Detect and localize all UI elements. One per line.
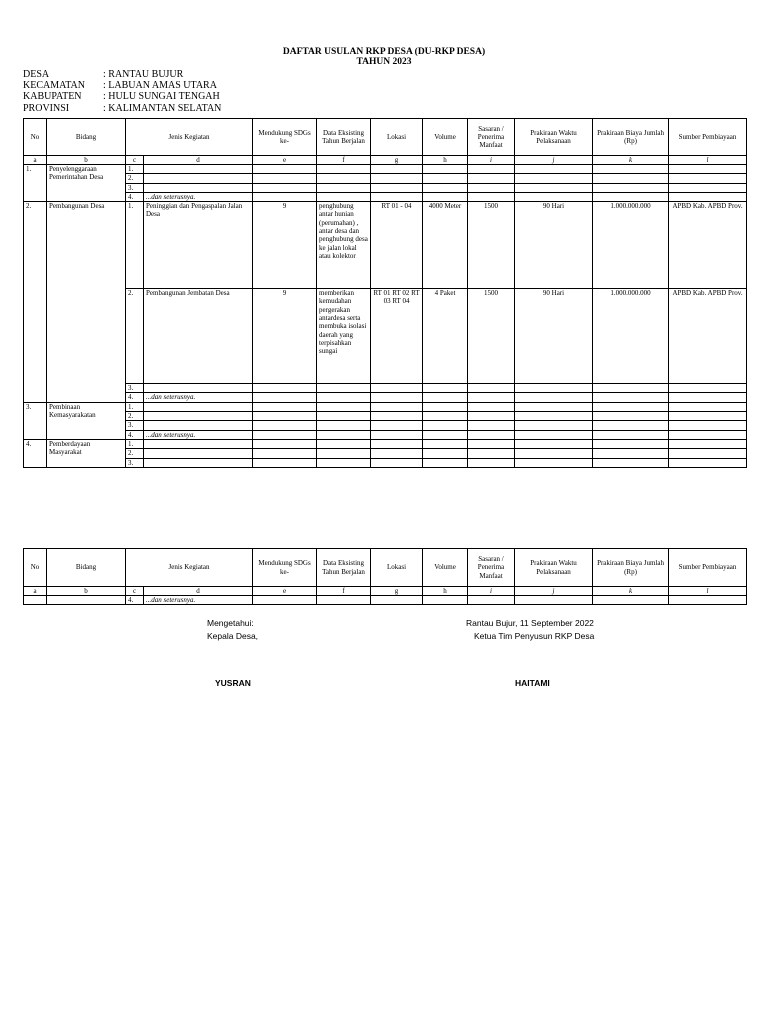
table-row <box>24 384 747 393</box>
letter-cell: l <box>669 156 747 165</box>
sub-number: 1. <box>126 439 144 448</box>
activity-sdgs: 9 <box>253 202 317 289</box>
sub-number: 4. <box>126 192 144 201</box>
main-table <box>23 118 747 468</box>
letter-cell: i <box>468 156 515 165</box>
activity-waktu: 90 Hari <box>515 289 593 384</box>
table-row <box>24 192 747 201</box>
sig-right-label1: Rantau Bujur, 11 September 2022 <box>466 618 594 628</box>
activity-data: memberikan kemudahan pergerakan antardesa serta membuka isolasi daerah yang terpisahkan sungai <box>317 289 371 384</box>
document-year: TAHUN 2023 <box>356 57 412 67</box>
activity-lokasi: RT 01 - 04 <box>371 202 423 289</box>
letter-cell: f <box>317 156 371 165</box>
table-row <box>24 202 747 289</box>
sub-number: 3. <box>126 384 144 393</box>
activity-jenis: Peninggian dan Pengaspalan Jalan Desa <box>144 202 253 289</box>
letters-row <box>24 587 747 596</box>
activity-sasaran: 1500 <box>468 289 515 384</box>
letter-cell: b <box>47 156 126 165</box>
continuation-table <box>23 548 747 605</box>
activity-volume: 4 Paket <box>423 289 468 384</box>
group-no: 3. <box>24 402 47 439</box>
letter-cell: e <box>253 587 317 596</box>
letter-cell: g <box>371 156 423 165</box>
info-value: : KALIMANTAN SELATAN <box>103 102 222 114</box>
header-biaya: Prakiraan Biaya Jumlah (Rp) <box>593 119 669 156</box>
activity-volume: 4000 Meter <box>423 202 468 289</box>
table-row <box>24 412 747 421</box>
continue-text: ...dan seterusnya. <box>146 430 196 439</box>
letter-cell: a <box>24 156 47 165</box>
header-biaya: Prakiraan Biaya Jumlah (Rp) <box>593 549 669 587</box>
info-desa <box>23 69 221 80</box>
letter-cell: h <box>423 156 468 165</box>
info-key: DESA <box>23 69 50 80</box>
header-data: Data Eksisting Tahun Berjalan <box>317 119 371 156</box>
info-key: KABUPATEN <box>23 91 82 103</box>
table-row <box>24 596 747 605</box>
sub-number: 4. <box>126 393 144 402</box>
group-bidang: Pembinaan Kemasyarakatan <box>47 402 126 439</box>
sub-number: 2. <box>126 449 144 458</box>
sub-number: 3. <box>126 421 144 430</box>
letter-cell: d <box>144 156 253 165</box>
header-sdgs: Mendukung SDGs ke- <box>253 119 317 156</box>
letter-cell: g <box>371 587 423 596</box>
sig-left-label2: Kepala Desa, <box>207 631 259 641</box>
activity-waktu: 90 Hari <box>515 202 593 289</box>
table-row <box>24 449 747 458</box>
activity-sumber: APBD Kab. APBD Prov. <box>669 202 747 289</box>
letter-cell: e <box>253 156 317 165</box>
group-no: 2. <box>24 202 47 403</box>
header-jenis: Jenis Kegiatan <box>126 549 253 587</box>
header-data: Data Eksisting Tahun Berjalan <box>317 549 371 587</box>
info-kabupaten <box>23 91 221 102</box>
activity-data: penghubung antar hunian (perumahan) , antar desa dan penghubung desa ke jalan lokal atau kolektor <box>317 202 371 289</box>
info-kecamatan <box>23 80 221 91</box>
header-bidang: Bidang <box>47 549 126 587</box>
letters-row <box>24 156 747 165</box>
letter-cell: j <box>515 156 593 165</box>
header-no: No <box>24 549 47 587</box>
sig-left-label1: Mengetahui: <box>207 618 254 628</box>
letter-cell: b <box>47 587 126 596</box>
sub-number: 3. <box>126 458 144 467</box>
table-row <box>24 430 747 439</box>
header-waktu: Prakiraan Waktu Pelaksanaan <box>515 549 593 587</box>
group-bidang: Penyelenggaraan Pemerintahan Desa <box>47 165 126 202</box>
sig-left-name: YUSRAN <box>215 678 251 688</box>
info-value: : RANTAU BUJUR <box>103 69 184 80</box>
header-bidang: Bidang <box>47 119 126 156</box>
activity-sasaran: 1500 <box>468 202 515 289</box>
letter-cell: c <box>126 156 144 165</box>
header-sasaran: Sasaran / Penerima Manfaat <box>468 119 515 156</box>
activity-sumber: APBD Kab. APBD Prov. <box>669 289 747 384</box>
header-lokasi: Lokasi <box>371 119 423 156</box>
sub-number: 1. <box>126 165 144 174</box>
activity-jenis: Pembangunan Jembatan Desa <box>144 289 253 384</box>
table-row <box>24 421 747 430</box>
table-row <box>24 165 747 174</box>
table-row <box>24 458 747 467</box>
header-row <box>24 119 747 156</box>
letter-cell: d <box>144 587 253 596</box>
letter-cell: l <box>669 587 747 596</box>
sub-number: 1. <box>126 202 144 289</box>
letter-cell: c <box>126 587 144 596</box>
header-row <box>24 549 747 587</box>
document-title: DAFTAR USULAN RKP DESA (DU-RKP DESA) <box>282 47 486 57</box>
sub-number: 2. <box>126 289 144 384</box>
sub-number: 2. <box>126 412 144 421</box>
sub-number: 3. <box>126 183 144 192</box>
activity-biaya: 1.000.000.000 <box>593 202 669 289</box>
header-sasaran: Sasaran / Penerima Manfaat <box>468 549 515 587</box>
letter-cell: k <box>593 587 669 596</box>
sig-right-name: HAITAMI <box>515 678 550 688</box>
sub-number: 2. <box>126 174 144 183</box>
header-volume: Volume <box>423 119 468 156</box>
location-info <box>23 69 221 114</box>
header-jenis: Jenis Kegiatan <box>126 119 253 156</box>
activity-lokasi: RT 01 RT 02 RT 03 RT 04 <box>371 289 423 384</box>
header-sdgs: Mendukung SDGs ke- <box>253 549 317 587</box>
continue-text: ...dan seterusnya. <box>146 192 196 201</box>
table-row <box>24 439 747 448</box>
header-no: No <box>24 119 47 156</box>
letter-cell: k <box>593 156 669 165</box>
continue-text: ...dan seterusnya. <box>146 596 196 604</box>
info-key: PROVINSI <box>23 102 70 114</box>
letter-cell: j <box>515 587 593 596</box>
group-no: 1. <box>24 165 47 202</box>
sig-right-label2: Ketua Tim Penyusun RKP Desa <box>474 631 595 641</box>
header-waktu: Prakiraan Waktu Pelaksanaan <box>515 119 593 156</box>
header-sumber: Sumber Pembiayaan <box>669 549 747 587</box>
table-row <box>24 183 747 192</box>
info-value: : HULU SUNGAI TENGAH <box>103 91 220 103</box>
letter-cell: h <box>423 587 468 596</box>
letter-cell: i <box>468 587 515 596</box>
header-lokasi: Lokasi <box>371 549 423 587</box>
group-no: 4. <box>24 439 47 467</box>
letter-cell: a <box>24 587 47 596</box>
table-row <box>24 402 747 411</box>
letter-cell: f <box>317 587 371 596</box>
sub-number: 4. <box>126 596 144 605</box>
info-value: : LABUAN AMAS UTARA <box>103 80 217 92</box>
header-volume: Volume <box>423 549 468 587</box>
sub-number: 1. <box>126 402 144 411</box>
info-key: KECAMATAN <box>23 80 85 92</box>
activity-sdgs: 9 <box>253 289 317 384</box>
continue-text: ...dan seterusnya. <box>146 393 196 402</box>
header-sumber: Sumber Pembiayaan <box>669 119 747 156</box>
activity-biaya: 1.000.000.000 <box>593 289 669 384</box>
table-row <box>24 289 747 384</box>
info-provinsi <box>23 103 221 114</box>
table-row <box>24 174 747 183</box>
sub-number: 4. <box>126 430 144 439</box>
table-row <box>24 393 747 402</box>
group-bidang: Pembangunan Desa <box>47 202 126 403</box>
group-bidang: Pemberdayaan Masyarakat <box>47 439 126 467</box>
